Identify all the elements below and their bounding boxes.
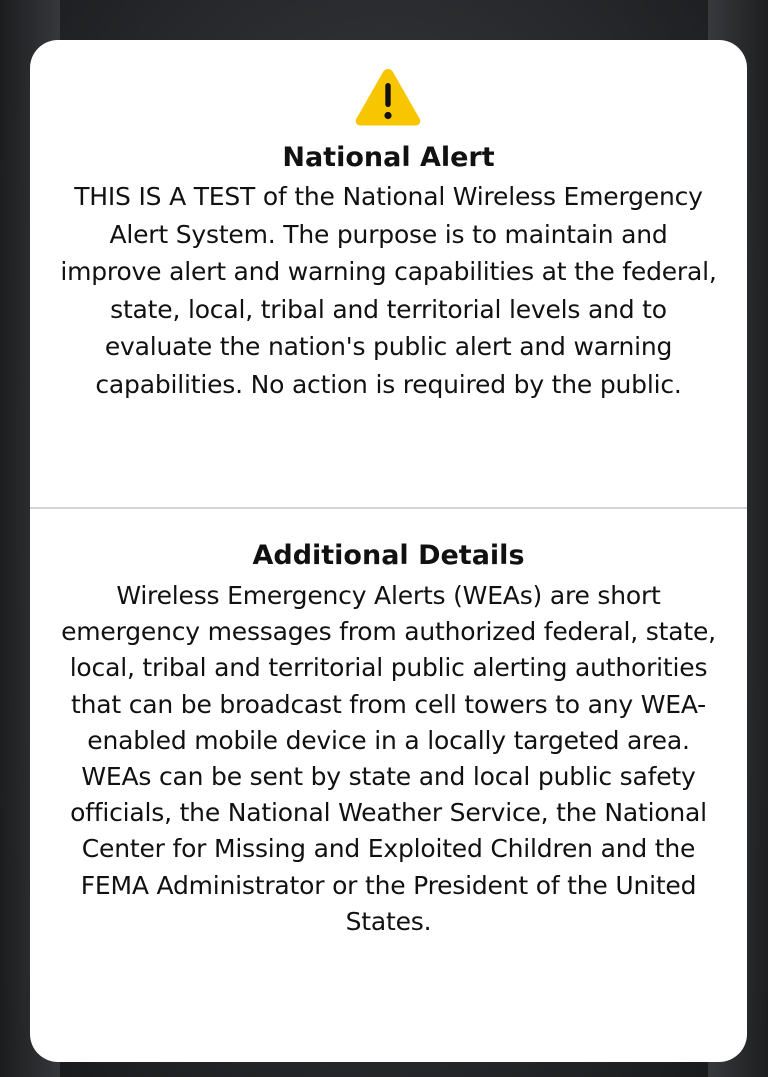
warning-icon	[353, 66, 423, 128]
alert-section	[30, 40, 747, 507]
section-divider	[30, 507, 747, 509]
alert-message: THIS IS A TEST of the National Wireless Emergency Alert System. The purpose is to maintain and improve alert and warning capabilities at the federal, state, local, tribal and territorial levels and to evaluate the nation's public alert and warning capabilities. No action is required by the public.	[60, 182, 717, 399]
alert-card	[30, 40, 747, 1062]
details-message: Wireless Emergency Alerts (WEAs) are short emergency messages from authorized federal, state, local, tribal and territorial public alerting authorities that can be broadcast from cell towers to any WEA-enabled mobile device in a locally targeted area. WEAs can be sent by state and local public safety officials, the National Weather Service, the National Center for Missing and Exploited Children and the FEMA Administrator or the President of the United States.	[61, 581, 716, 936]
details-title: Additional Details	[252, 540, 525, 571]
alert-title: National Alert	[282, 142, 495, 173]
